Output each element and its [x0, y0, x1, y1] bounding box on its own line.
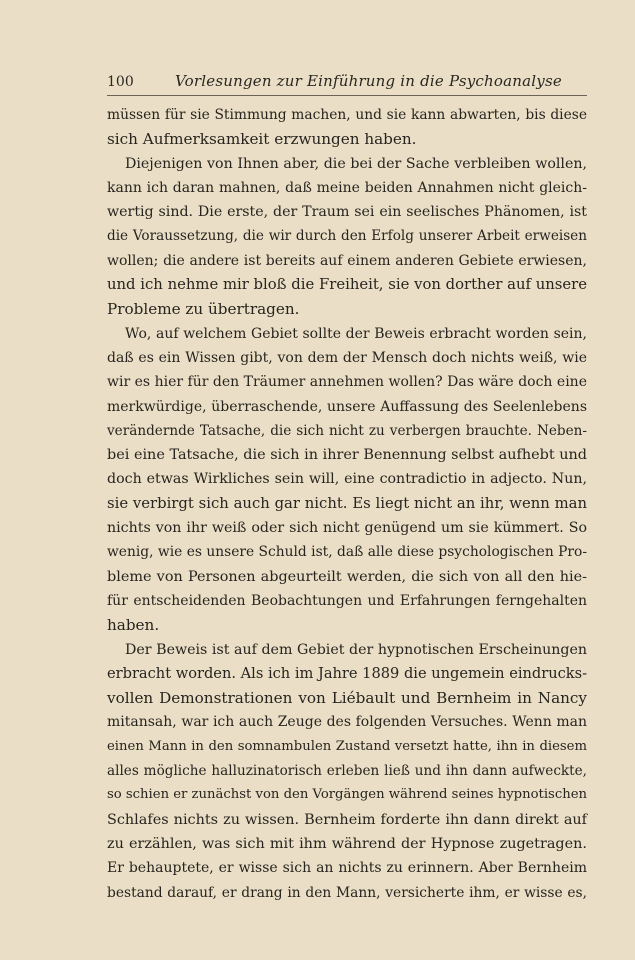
text-line: bestand darauf, er drang in den Mann, versicherte ihm, er wisse es, — [107, 884, 587, 901]
text-line: haben. — [107, 616, 160, 635]
running-head — [107, 72, 587, 94]
text-line: doch etwas Wirkliches sein will, eine contradictio in adjecto. Nun, — [107, 471, 587, 488]
text-line: mitansah, war ich auch Zeuge des folgenden Versuches. Wenn man — [107, 714, 587, 731]
text-line: Wo, auf welchem Gebiet sollte der Beweis erbracht worden sein, — [125, 325, 587, 342]
text-line: Probleme zu übertragen. — [107, 300, 300, 319]
text-line: Schlafes nichts zu wissen. Bernheim forderte ihn dann direkt auf — [107, 811, 587, 828]
text-line: Der Beweis ist auf dem Gebiet der hypnotischen Erscheinungen — [125, 641, 587, 658]
text-line: Diejenigen von Ihnen aber, die bei der Sache verbleiben wollen, — [125, 155, 587, 172]
text-line: wertig sind. Die erste, der Traum sei ein seelisches Phänomen, ist — [107, 204, 587, 221]
text-line: wir es hier für den Träumer annehmen wollen? Das wäre doch eine — [107, 374, 587, 391]
text-line: nichts von ihr weiß oder sich nicht genügend um sie kümmert. So — [107, 520, 587, 537]
text-line: bleme von Personen abgeurteilt werden, die sich von all den hie- — [107, 568, 587, 585]
text-line: und ich nehme mir bloß die Freiheit, sie von dorther auf unsere — [107, 276, 587, 294]
text-line: wollen; die andere ist bereits auf einem anderen Gebiete erwiesen, — [107, 252, 587, 269]
text-line: zu erzählen, was sich mit ihm während der Hypnose zugetragen. — [107, 835, 587, 852]
text-line: die Voraussetzung, die wir durch den Erfolg unserer Arbeit erweisen — [107, 228, 587, 245]
text-line: verändernde Tatsache, die sich nicht zu verbergen brauchte. Neben- — [107, 422, 587, 439]
text-line: sie verbirgt sich auch gar nicht. Es liegt nicht an ihr, wenn man — [107, 494, 587, 512]
text-line: Er behauptete, er wisse sich an nichts zu erinnern. Aber Bernheim — [107, 860, 587, 877]
text-line: wenig, wie es unsere Schuld ist, daß alle diese psychologischen Pro- — [107, 544, 587, 561]
text-line: sich Aufmerksamkeit erzwungen haben. — [107, 130, 417, 149]
text-line: so schien er zunächst von den Vorgängen während seines hypnotischen — [107, 787, 587, 803]
text-line: einen Mann in den somnambulen Zustand versetzt hatte, ihn in diesem — [107, 738, 587, 754]
text-line: erbracht worden. Als ich im Jahre 1889 die ungemein eindrucks- — [107, 664, 588, 682]
header-rule — [107, 95, 587, 96]
text-line: daß es ein Wissen gibt, von dem der Mensch doch nichts weiß, wie — [107, 349, 587, 366]
body-text — [107, 103, 587, 905]
running-title: Vorlesungen zur Einführung in die Psychoanalyse — [175, 72, 562, 90]
text-line: merkwürdige, überraschende, unsere Auffassung des Seelenlebens — [107, 398, 587, 415]
text-line: müssen für sie Stimmung machen, und sie kann abwarten, bis diese — [107, 107, 587, 123]
text-line: vollen Demonstrationen von Liébault und Bernheim in Nancy — [107, 689, 587, 708]
text-line: kann ich daran mahnen, daß meine beiden Annahmen nicht gleich- — [107, 179, 587, 196]
text-line: bei eine Tatsache, die sich in ihrer Benennung selbst aufhebt und — [107, 447, 587, 464]
text-line: alles mögliche halluzinatorisch erleben ließ und ihn dann aufweckte, — [107, 763, 587, 780]
text-line: für entscheidenden Beobachtungen und Erfahrungen ferngehalten — [107, 592, 587, 609]
page-number: 100 — [107, 74, 134, 90]
